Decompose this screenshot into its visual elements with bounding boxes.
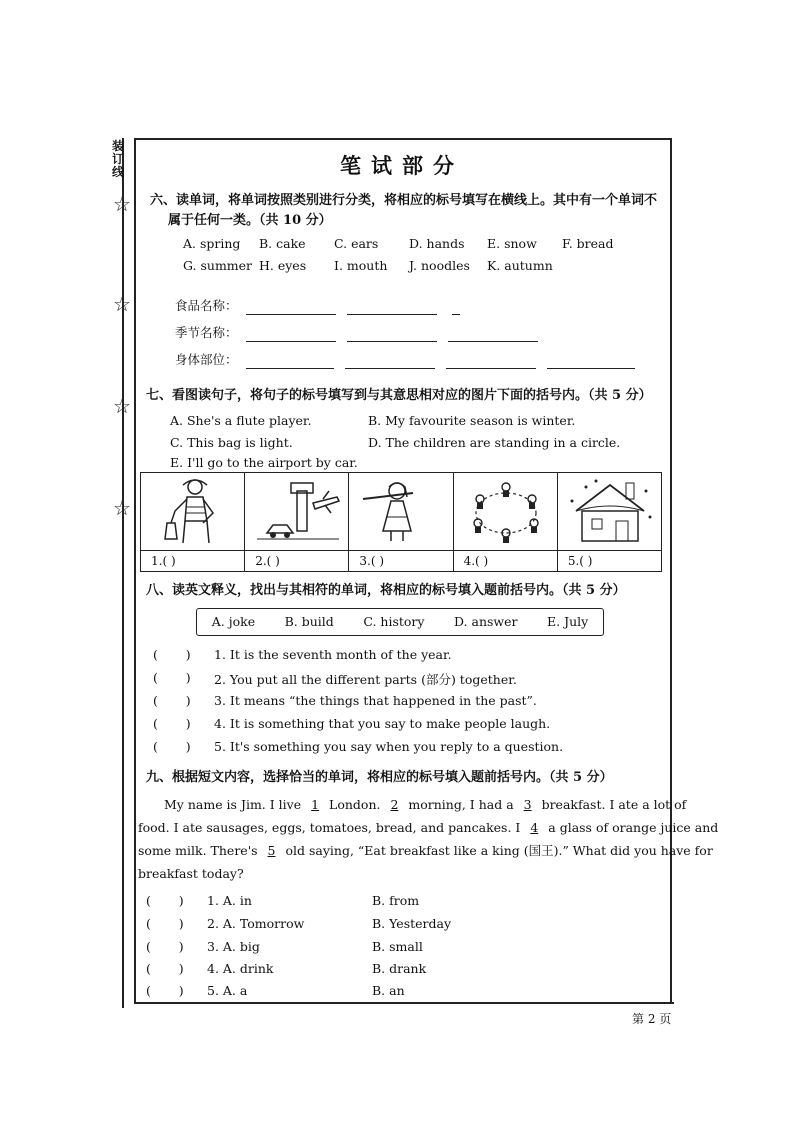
bottom-rule	[134, 1002, 674, 1004]
choice-a: 1. A. in	[207, 893, 252, 908]
word-bank	[196, 608, 604, 636]
choice-b: B. an	[372, 983, 405, 998]
sentence-e: E. I'll go to the airport by car.	[170, 455, 358, 470]
choice-a: 2. A. Tomorrow	[207, 916, 305, 931]
picture-row	[140, 472, 662, 572]
choice-a: 5. A. a	[207, 983, 248, 998]
children-circle-icon	[462, 477, 550, 545]
passage-blank: 1	[311, 797, 320, 812]
answer-blank[interactable]	[246, 356, 334, 369]
passage-blank: 4	[530, 820, 539, 835]
binding-label: 装订线	[112, 139, 125, 179]
answer-bracket[interactable]: 5.( )	[558, 550, 661, 571]
word-option: G. summer	[183, 258, 253, 273]
woman-holding-bag-icon	[149, 477, 237, 545]
answer-bracket[interactable]: ( )	[146, 983, 184, 998]
answer-bracket[interactable]: ( )	[153, 670, 191, 685]
definition-item: 4. It is something that you say to make people laugh.	[214, 716, 551, 731]
answer-blank-group	[246, 350, 635, 369]
word-option: J. noodles	[409, 258, 470, 273]
choice-b: B. from	[372, 893, 420, 908]
star-icon: ☆	[113, 394, 131, 418]
star-icon: ☆	[113, 292, 131, 316]
passage: My name is Jim. I live 1 London. 2 morning, I had a 3 breakfast. I ate a lot of food. I ate sausages, eggs, tomatoes, bread, and pancakes. I 4 a glass of orange juice and some milk. There's 5 old saying, “Eat breakfast like a king (国王).” What did you have for breakfast today?	[138, 797, 719, 881]
word-option: K. autumn	[487, 258, 553, 273]
sentence-d: D. The children are standing in a circle.	[368, 435, 621, 450]
answer-bracket[interactable]: 4.( )	[454, 550, 557, 571]
answer-blank[interactable]	[547, 356, 635, 369]
sentence-b: B. My favourite season is winter.	[368, 413, 576, 428]
airport-car-icon	[253, 477, 341, 545]
word-bank-option: E. July	[547, 614, 589, 629]
page-title: 笔试部分	[340, 153, 464, 178]
answer-bracket[interactable]: 1.( )	[141, 550, 244, 571]
word-option: B. cake	[259, 236, 306, 251]
choice-b: B. small	[372, 939, 423, 954]
answer-bracket[interactable]: 2.( )	[245, 550, 348, 571]
word-option: D. hands	[409, 236, 465, 251]
answer-blank[interactable]	[452, 302, 460, 315]
word-bank-option: D. answer	[453, 614, 518, 629]
choice-b: B. Yesterday	[372, 916, 452, 931]
answer-blank[interactable]	[347, 329, 437, 342]
picture-cell	[454, 473, 558, 571]
girl-flute-icon	[357, 477, 445, 545]
word-option: H. eyes	[259, 258, 307, 273]
section9-heading: 九、根据短文内容，选择恰当的单词，将相应的标号填入题前括号内。（共 5 分）	[146, 770, 613, 785]
passage-blank: 3	[523, 797, 532, 812]
passage-blank: 5	[267, 843, 276, 858]
passage-blank: 2	[390, 797, 399, 812]
answer-blank-group	[246, 323, 538, 342]
definition-item: 5. It's something you say when you reply to a question.	[214, 739, 564, 754]
answer-bracket[interactable]: ( )	[146, 893, 184, 908]
snowy-house-icon	[566, 477, 654, 545]
picture-cell	[141, 473, 245, 571]
category-label-body: 身体部位：	[175, 352, 238, 367]
answer-bracket[interactable]: ( )	[153, 716, 191, 731]
category-label-food: 食品名称：	[175, 298, 238, 313]
answer-blank[interactable]	[345, 356, 435, 369]
category-label-season: 季节名称：	[175, 325, 238, 340]
section6-heading: 六、读单词，将单词按照类别进行分类，将相应的标号填写在横线上。其中有一个单词不	[150, 193, 658, 208]
answer-blank[interactable]	[246, 329, 336, 342]
answer-bracket[interactable]: ( )	[153, 693, 191, 708]
answer-blank[interactable]	[347, 302, 437, 315]
section7-heading: 七、看图读句子，将句子的标号填写到与其意思相对应的图片下面的括号内。（共 5 分）	[146, 388, 652, 403]
answer-bracket[interactable]: ( )	[146, 916, 184, 931]
picture-cell	[245, 473, 349, 571]
answer-blank-group	[246, 296, 460, 315]
word-option: A. spring	[183, 236, 241, 251]
word-bank-option: A. joke	[211, 614, 256, 629]
star-icon: ☆	[113, 496, 131, 520]
definition-item: 3. It means “the things that happened in the past”.	[214, 693, 537, 708]
section8-heading: 八、读英文释义，找出与其相符的单词，将相应的标号填入题前括号内。（共 5 分）	[146, 583, 626, 598]
sentence-c: C. This bag is light.	[170, 435, 293, 450]
choice-b: B. drank	[372, 961, 427, 976]
word-option: E. snow	[487, 236, 537, 251]
picture-cell	[349, 473, 453, 571]
definition-item: 2. You put all the different parts (部分) together.	[214, 672, 517, 687]
binding-line	[122, 138, 124, 1008]
answer-bracket[interactable]: ( )	[146, 961, 184, 976]
answer-blank[interactable]	[246, 302, 336, 315]
answer-bracket[interactable]: 3.( )	[349, 550, 452, 571]
word-bank-option: C. history	[363, 614, 425, 629]
picture-cell	[558, 473, 661, 571]
answer-bracket[interactable]: ( )	[146, 939, 184, 954]
sentence-a: A. She's a flute player.	[170, 413, 312, 428]
star-icon: ☆	[113, 192, 131, 216]
definition-item: 1. It is the seventh month of the year.	[214, 647, 452, 662]
answer-bracket[interactable]: ( )	[153, 647, 191, 662]
choice-a: 3. A. big	[207, 939, 260, 954]
word-bank-option: B. build	[284, 614, 334, 629]
word-option: F. bread	[562, 236, 614, 251]
word-option: C. ears	[334, 236, 379, 251]
word-option: I. mouth	[334, 258, 388, 273]
answer-blank[interactable]	[446, 356, 536, 369]
answer-bracket[interactable]: ( )	[153, 739, 191, 754]
answer-blank[interactable]	[448, 329, 538, 342]
section6-heading-cont: 属于任何一类。（共 10 分）	[168, 213, 332, 228]
page-number: 第 2 页	[632, 1012, 672, 1026]
choice-a: 4. A. drink	[207, 961, 274, 976]
